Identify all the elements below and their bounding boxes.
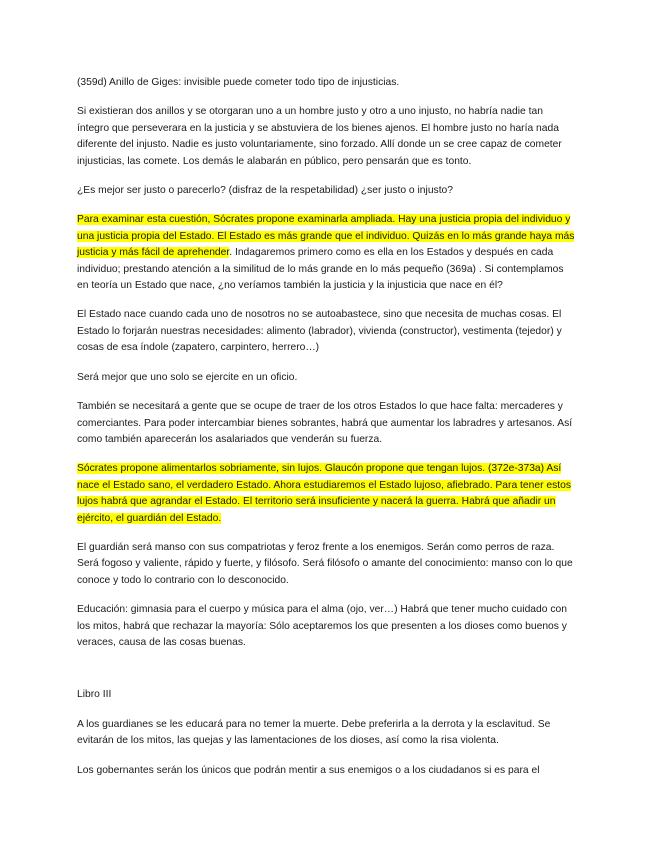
- paragraph-question: ¿Es mejor ser justo o parecerlo? (disfraz de la respetabilidad) ¿ser justo o injusto?: [77, 185, 454, 197]
- highlighted-text: Sócrates propone alimentarlos sobriamente, sin lujos. Glaucón propone que tengan lujos. (372e-373a) Así nace el Estado sano, el verdadero Estado. Ahora estudiaremos el Estado lujoso, afiebrado. Para tener estos lujos habrá que agrandar el Estado. El territorio será insuficiente y nacerá la guerra. Habrá que añadir un ejército, el guardián del Estado.: [77, 463, 571, 524]
- paragraph-estado-nace: El Estado nace cuando cada uno de nosotros no se autoabastece, sino que necesita de muchas cosas. El Estado lo forjarán nuestras necesidades: alimento (labrador), vivienda (constructor), vestimenta (tejedor) y cosas de esa índole (zapatero, carpintero, herrero…): [77, 309, 562, 354]
- paragraph-comerciantes: También se necesitará a gente que se ocupe de traer de los otros Estados lo que hace falta: mercaderes y comerciantes. Para poder intercambiar bienes sobrantes, habrá que aumentar los labradres y artesanos. Así como también aparecerán los asalariados que venderán su fuerza.: [77, 401, 573, 445]
- section-heading: Libro III: [77, 689, 112, 701]
- paragraph-guardian: El guardián será manso con sus compatriotas y feroz frente a los enemigos. Serán como perros de raza. Será fogoso y valiente, rápido y fuerte, y filósofo. Será filósofo o amante del conocimiento: manso con lo que conoce y todo lo contrario con lo desconocido.: [77, 541, 573, 586]
- paragraph-anillo-giges: (359d) Anillo de Giges: invisible puede cometer todo tipo de injusticias.: [77, 77, 400, 88]
- paragraph-educacion: Educación: gimnasia para el cuerpo y música para el alma (ojo, ver…) Habrá que tener mucho cuidado con los mitos, habrá que rechazar la mayoría: Sólo aceptaremos los que presenten a los dioses como buenos y veraces, causa de las cosas buenas.: [77, 604, 567, 648]
- paragraph-dos-anillos: Si existieran dos anillos y se otorgaran uno a un hombre justo y otro a uno injusto, no habría nadie tan íntegro que perseverara en la justicia y se abstuviera de los bienes ajenos. El hombre justo no haría nada diferente del injusto. Nadie es justo voluntariamente, sino forzado. Allí donde un se cree capaz de cometer injusticias, las comete. Los demás le alabarán en público, pero pensarán que es tonto.: [77, 106, 562, 167]
- document-body: [77, 75, 577, 792]
- paragraph-oficio: Será mejor que uno solo se ejercite en un oficio.: [77, 371, 298, 383]
- paragraph-text: . Indagaremos primero como es ella en los Estados y después en cada individuo; prestando atención a la similitud de lo más grande en lo más pequeño (369a) . Si contemplamos en teoría un Estado que nace, ¿no veríamos también la justicia y la injusticia que nace en él?: [77, 247, 564, 292]
- paragraph-examinar: [77, 212, 577, 294]
- highlighted-text: Para examinar esta cuestión, Sócrates propone examinarla ampliada. Hay una justicia propia del individuo y una justicia propia del Estado. El Estado es más grande que el individuo. Quizás en lo más grande haya más justicia y más fácil de aprehender: [77, 214, 575, 259]
- spacer: [77, 664, 577, 687]
- paragraph-lujos: [77, 461, 577, 527]
- paragraph-gobernantes: Los gobernantes serán los únicos que podrán mentir a sus enemigos o a los ciudadanos si es para el: [77, 764, 540, 776]
- paragraph-muerte: A los guardianes se les educará para no temer la muerte. Debe preferirla a la derrota y la esclavitud. Se evitarán de los mitos, las quejas y las lamentaciones de los dioses, así como la risa violenta.: [77, 718, 551, 747]
